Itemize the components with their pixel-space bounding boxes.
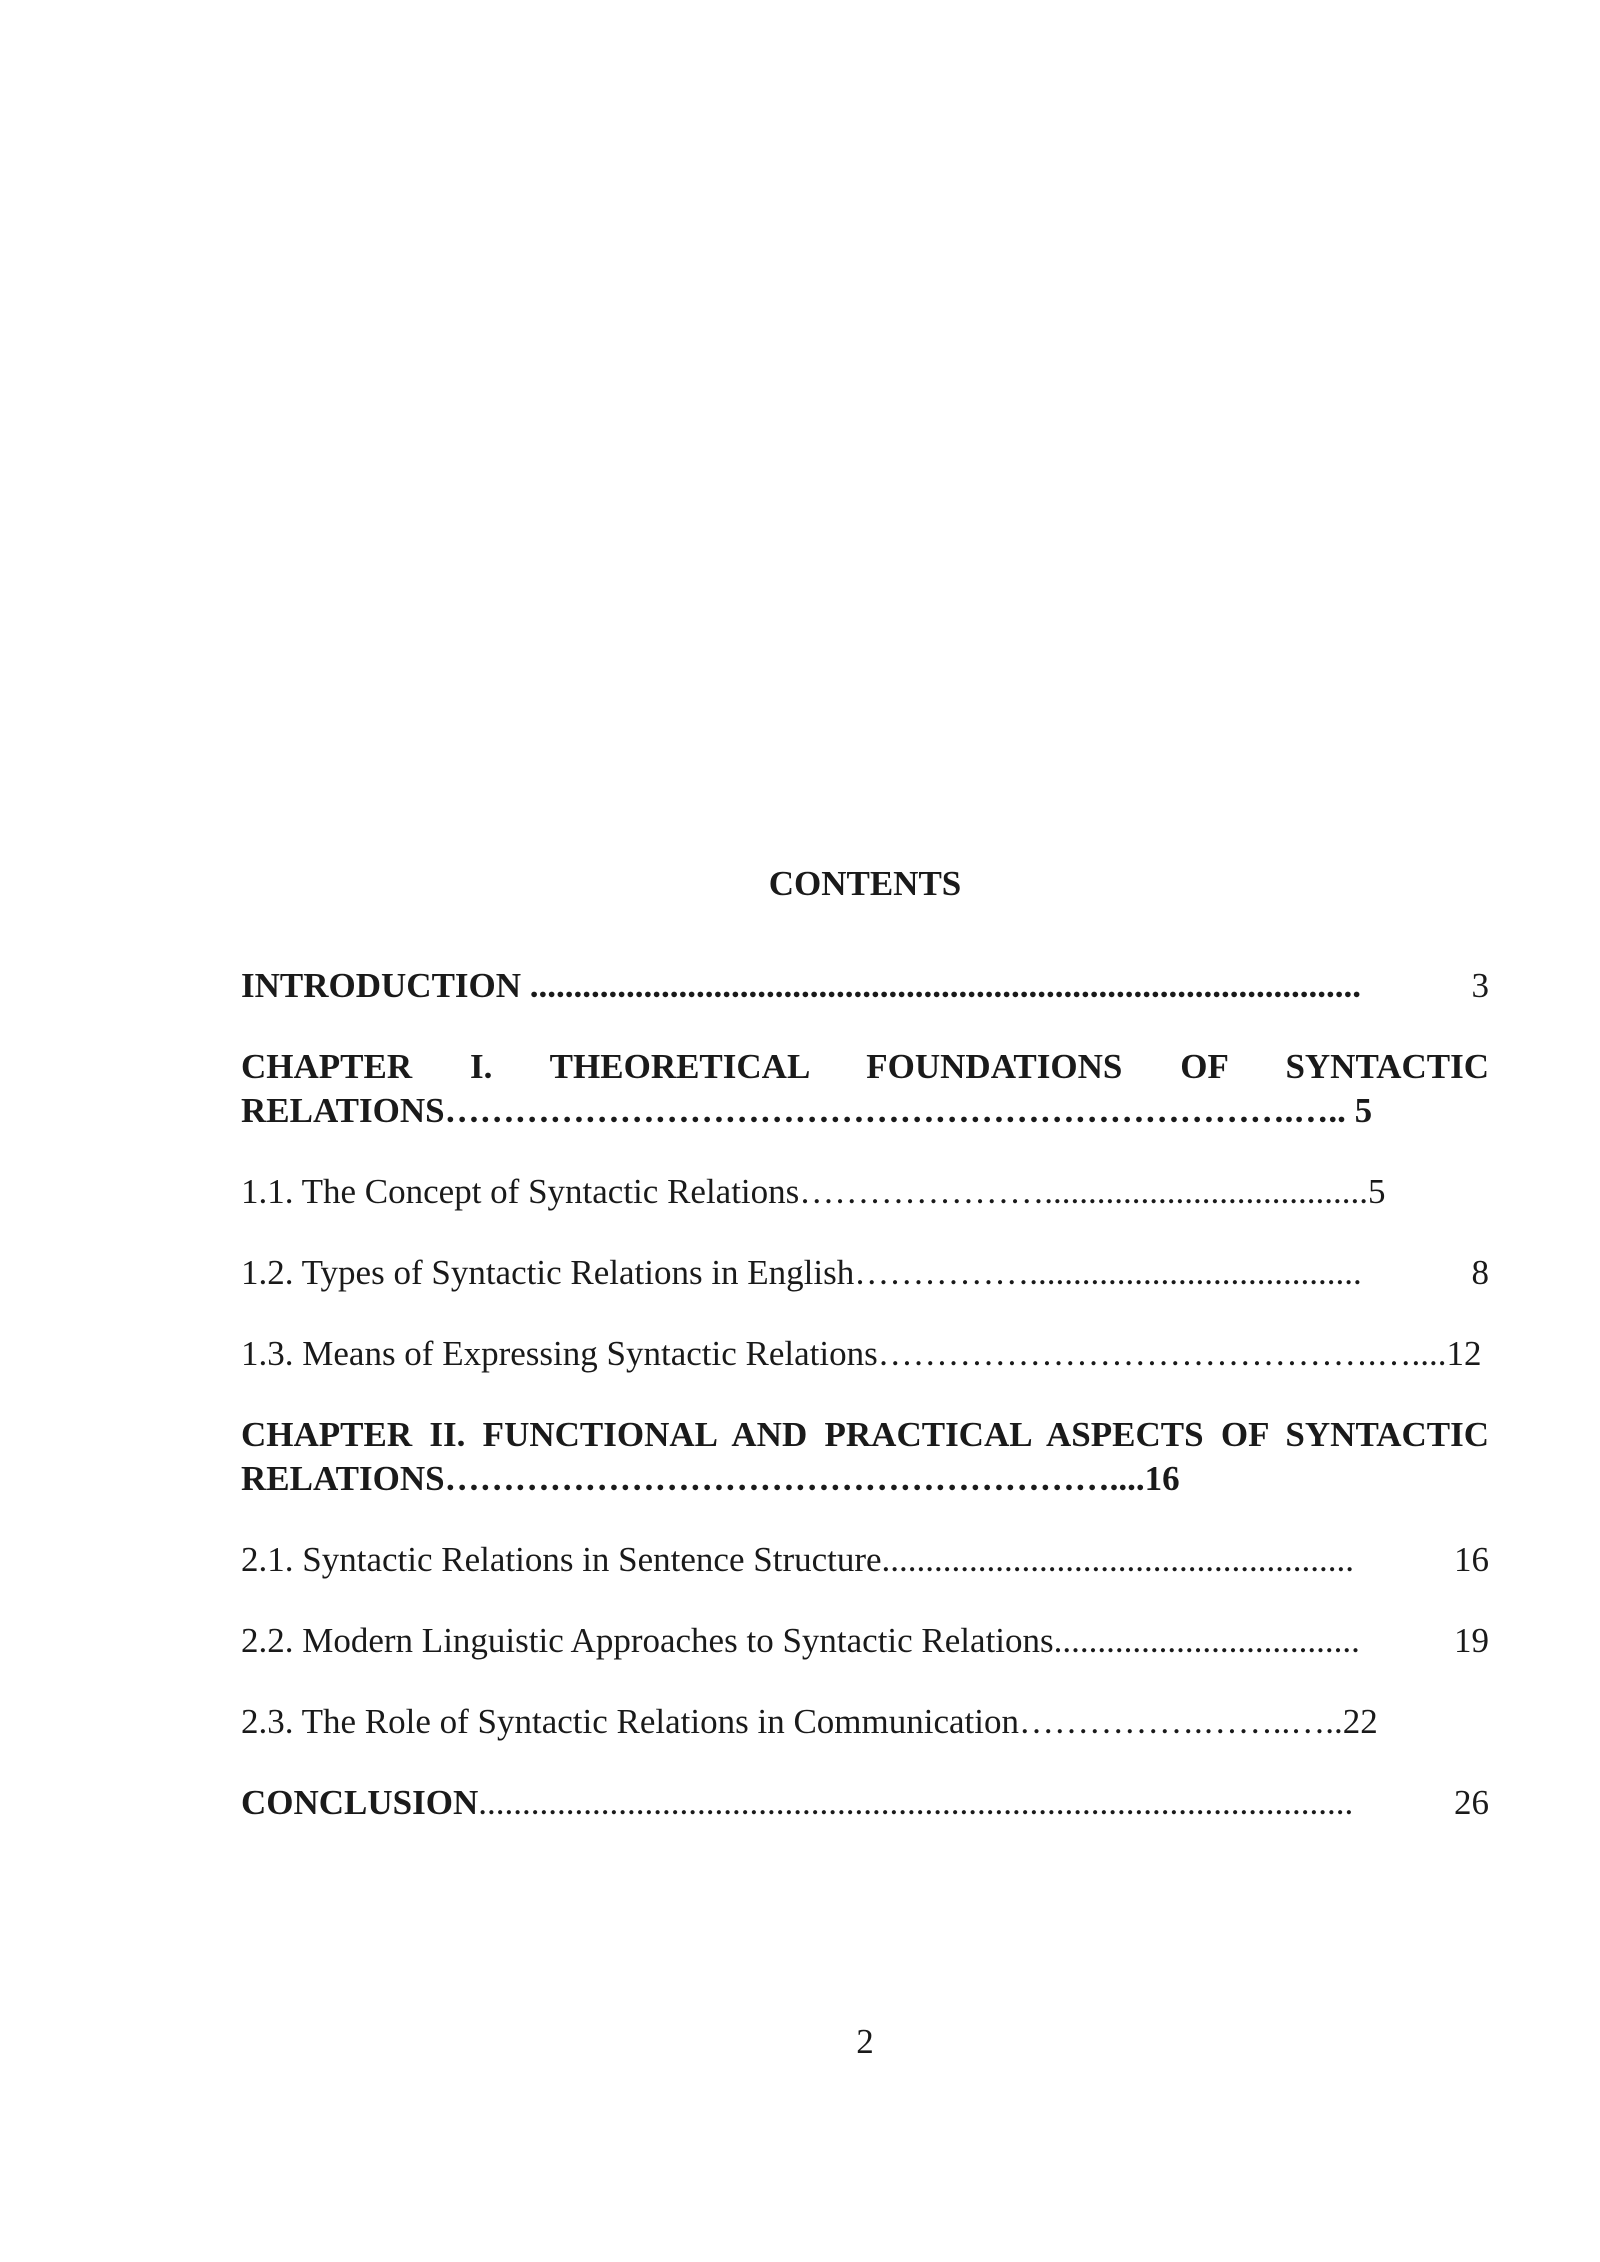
toc-entry-page: 16	[1454, 1540, 1489, 1579]
toc-entry-title: 2.3. The Role of Syntactic Relations in Communication	[241, 1702, 1019, 1741]
toc-entry-leader: ....................................................................................................	[478, 1783, 1354, 1822]
toc-entry-leader: ......................................................	[881, 1540, 1355, 1579]
toc-entry-leader: ………………….....................................	[799, 1172, 1369, 1211]
toc-entry-page: 3	[1471, 966, 1489, 1005]
toc-entry-title: CONCLUSION	[241, 1783, 479, 1822]
toc-entry-title: 2.1. Syntactic Relations in Sentence Structure	[241, 1540, 882, 1579]
toc-entry-leader: ...................................	[1053, 1621, 1360, 1660]
toc-entry-2-2[interactable]	[241, 1619, 1489, 1663]
toc-heading: CONTENTS	[768, 864, 962, 903]
toc-entry-title: 1.2. Types of Syntactic Relations in English	[241, 1253, 855, 1292]
toc-entry-title: 1.3. Means of Expressing Syntactic Relations	[241, 1334, 878, 1373]
toc-entry-page: 19	[1454, 1621, 1489, 1660]
toc-entry-title: 2.2. Modern Linguistic Approaches to Syntactic Relations	[241, 1621, 1054, 1660]
toc-entry-conclusion[interactable]	[241, 1781, 1489, 1825]
toc-entry-title: CHAPTER II. FUNCTIONAL AND PRACTICAL ASPECTS OF SYNTACTIC RELATIONS	[241, 1415, 1489, 1498]
toc-entry-page: 12	[1446, 1334, 1482, 1373]
toc-entry-chapter-2[interactable]	[241, 1413, 1489, 1501]
toc-entry-title: CHAPTER I. THEORETICAL FOUNDATIONS OF SYNTACTIC RELATIONS	[241, 1047, 1489, 1130]
toc-entry-chapter-1[interactable]	[241, 1045, 1489, 1133]
toc-entry-2-3[interactable]	[241, 1700, 1489, 1744]
page-number: 2	[856, 2022, 874, 2061]
toc-entry-leader: …………………………………………………....	[444, 1459, 1145, 1498]
toc-entry-leader: ……………………………………………………………….…..	[444, 1091, 1355, 1130]
toc-entry-page: 5	[1368, 1172, 1386, 1211]
toc-entry-leader: ……………......................................	[854, 1253, 1362, 1292]
toc-entry-2-1[interactable]	[241, 1538, 1489, 1582]
toc-entry-title: 1.1. The Concept of Syntactic Relations	[241, 1172, 800, 1211]
toc-entry-1-3[interactable]	[241, 1332, 1489, 1376]
toc-entry-title: INTRODUCTION	[241, 966, 530, 1005]
toc-entry-introduction[interactable]	[241, 964, 1489, 1008]
toc-entry-leader: …………….……..…..	[1019, 1702, 1343, 1741]
toc-entry-page: 8	[1471, 1253, 1489, 1292]
toc-entry-1-2[interactable]	[241, 1251, 1489, 1295]
toc-entry-page: 26	[1454, 1783, 1489, 1822]
toc-entry-1-1[interactable]	[241, 1170, 1489, 1214]
toc-entry-leader: …………………………………….…....	[877, 1334, 1447, 1373]
toc-entry-page: 16	[1144, 1459, 1180, 1498]
toc-entry-page: 5	[1354, 1091, 1373, 1130]
table-of-contents	[241, 862, 1489, 1862]
toc-entry-page: 22	[1342, 1702, 1378, 1741]
toc-entry-leader: ...............................................................................................	[529, 966, 1362, 1005]
